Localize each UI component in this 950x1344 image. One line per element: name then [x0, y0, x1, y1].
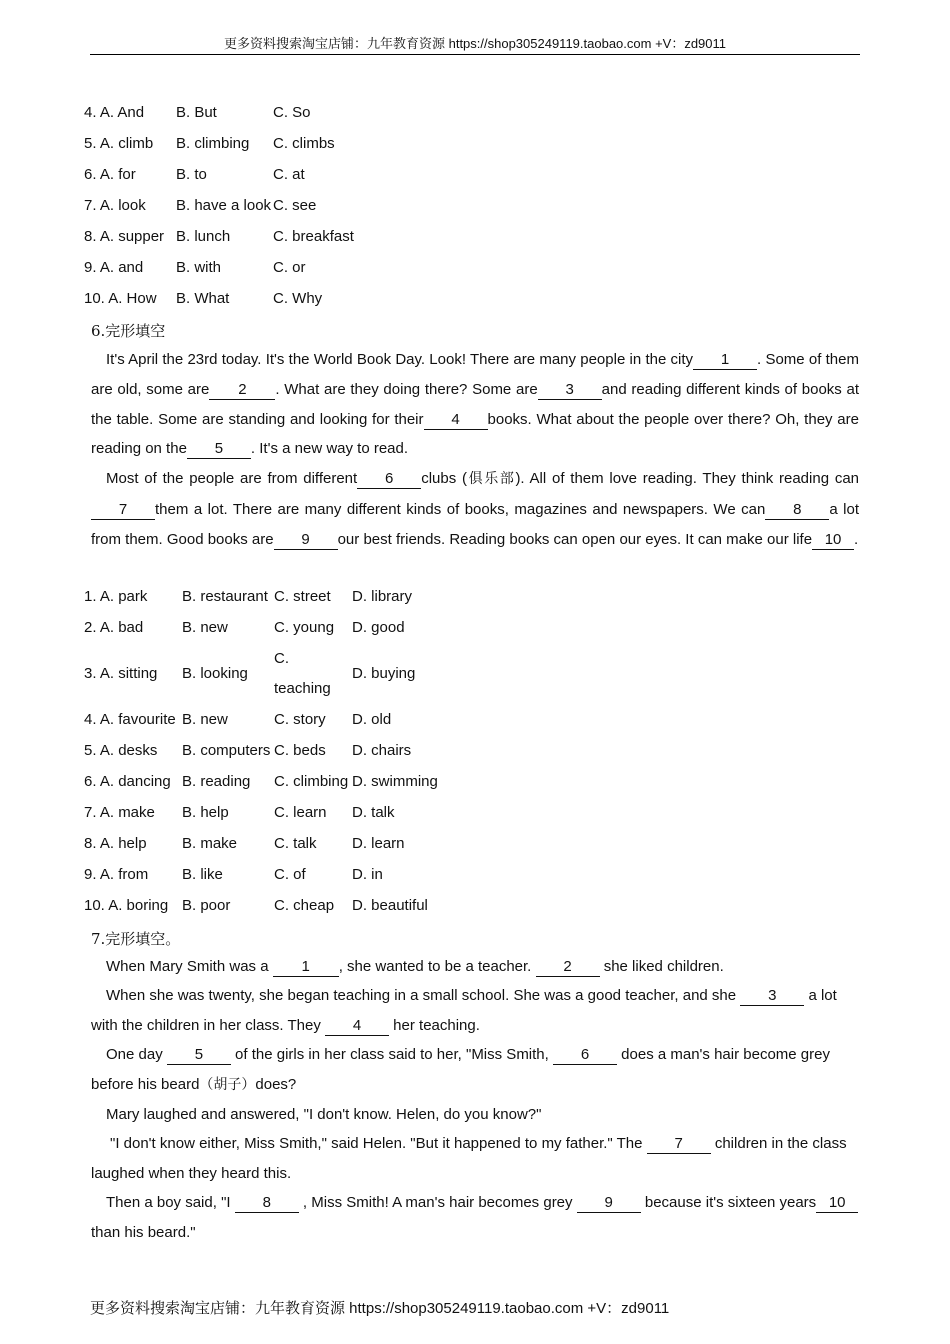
passage-chinese: 俱乐部: [466, 471, 516, 487]
option-a: 5. A. desks: [84, 742, 158, 759]
passage-line: [91, 1188, 859, 1247]
blank-6: 6: [553, 1046, 617, 1065]
passage-text: Most of the people are from different: [106, 470, 358, 487]
q7-passage: [91, 952, 859, 1247]
q6-title: 6.完形填空: [91, 322, 166, 340]
blank-10: 10: [816, 1194, 858, 1213]
q7-title: 7.完形填空。: [91, 930, 181, 948]
passage-text: It's April the 23rd today. It's the World Book Day. Look! There are many people in the city: [106, 351, 694, 368]
option-c: C. of: [274, 866, 306, 883]
option-d: D. talk: [352, 804, 395, 821]
blank-8: 8: [235, 1194, 299, 1213]
passage-text: . It's a new way to read.: [250, 440, 409, 458]
option-b: B. lunch: [176, 228, 231, 245]
option-c: C. street: [274, 588, 331, 605]
option-a: 10. A. How: [84, 290, 157, 307]
option-b: B. looking: [182, 665, 248, 682]
passage-text: her teaching.: [389, 1016, 480, 1034]
option-b: B. restaurant: [182, 588, 268, 605]
option-d: D. old: [352, 711, 392, 728]
blank-9: 9: [274, 531, 338, 550]
passage-text: Then a boy said, "I: [106, 1194, 235, 1212]
q6-passage-p1: [91, 345, 859, 464]
option-b: B. new: [182, 619, 228, 636]
passage-text: , Miss Smith! A man's hair becomes grey: [298, 1194, 577, 1212]
blank-2: 2: [209, 381, 275, 400]
passage-text: One day: [106, 1046, 167, 1064]
blank-1: 1: [273, 958, 339, 977]
option-d: D. learn: [352, 835, 405, 852]
passage-text: them a lot. There are many different kinds of books, magazines and newspapers. We can: [155, 500, 766, 518]
option-c: C. learn: [274, 804, 327, 821]
option-c: C. Why: [273, 290, 323, 307]
option-c: C. story: [274, 711, 326, 728]
option-a: 9. A. and: [84, 259, 144, 276]
option-b: B. have a look: [176, 197, 272, 214]
option-a: 9. A. from: [84, 866, 149, 883]
option-b: B. computers: [182, 742, 271, 759]
option-c: C. cheap: [274, 897, 335, 914]
option-c: C. see: [273, 197, 317, 214]
passage-text: a lot with the children in her class. They: [91, 987, 837, 1034]
option-c: C.: [274, 650, 289, 667]
option-a: 8. A. help: [84, 835, 147, 852]
passage-text: . Some of them are old, some are: [91, 351, 859, 398]
option-c: C. at: [273, 166, 305, 183]
option-c: C. or: [273, 259, 306, 276]
page-header: 更多资料搜索淘宝店铺：九年教育资源 https://shop305249119.taobao.com +V：zd9011: [90, 33, 860, 55]
option-d: D. buying: [352, 665, 416, 682]
passage-text: children in the class laughed when they heard this.: [91, 1135, 847, 1182]
passage-text: our best friends. Reading books can open our eyes. It can make our life: [337, 530, 813, 548]
passage-text: When Mary Smith was a: [106, 958, 273, 975]
passage-chinese: （胡子）: [199, 1076, 256, 1093]
option-b: B. new: [182, 711, 228, 728]
option-d: D. beautiful: [352, 897, 428, 914]
passage-text: a lot from them. Good books are: [91, 500, 859, 548]
blank-7: 7: [647, 1135, 711, 1154]
option-d: D. in: [352, 866, 383, 883]
blank-4: 4: [325, 1017, 389, 1036]
option-a: 7. A. make: [84, 804, 155, 821]
passage-text: because it's sixteen years: [640, 1194, 817, 1212]
blank-1: 1: [693, 351, 757, 370]
passage-text: . What are they doing there? Some are: [275, 380, 538, 398]
passage-text: does a man's hair become grey before his beard: [91, 1046, 830, 1093]
passage-text: than his beard.": [91, 1223, 196, 1241]
passage-line: [91, 952, 859, 981]
passage-line: [91, 1129, 859, 1188]
blank-5: 5: [167, 1046, 231, 1065]
option-d: D. chairs: [352, 742, 412, 759]
option-a: 1. A. park: [84, 588, 148, 605]
blank-3: 3: [740, 987, 804, 1006]
option-b: B. reading: [182, 773, 251, 790]
blank-9: 9: [577, 1194, 641, 1213]
blank-5: 5: [187, 440, 251, 459]
blank-10: 10: [812, 531, 854, 550]
option-b: B. climbing: [176, 135, 250, 152]
option-b: B. like: [182, 866, 223, 883]
option-c: C. breakfast: [273, 228, 354, 245]
option-d: D. library: [352, 588, 413, 605]
passage-line: [91, 1100, 859, 1129]
passage-text: she liked children.: [599, 958, 724, 975]
option-c: teaching: [274, 680, 331, 697]
option-b: B. help: [182, 804, 229, 821]
option-c: C. young: [274, 619, 335, 636]
option-b: B. make: [182, 835, 238, 852]
option-d: D. swimming: [352, 773, 438, 790]
option-c: C. beds: [274, 742, 326, 759]
page-footer: 更多资料搜索淘宝店铺：九年教育资源 https://shop305249119.taobao.com +V：zd9011: [90, 1300, 670, 1317]
option-c: C. climbs: [273, 135, 335, 152]
passage-text: does?: [255, 1075, 297, 1093]
passage-line: [91, 981, 859, 1040]
passage-text: and reading different kinds of books at the table. Some are standing and looking for their: [91, 380, 860, 428]
option-c: C. So: [273, 104, 311, 121]
option-a: 6. A. dancing: [84, 773, 171, 790]
blank-8: 8: [765, 501, 829, 520]
blank-3: 3: [538, 381, 602, 400]
option-b: B. to: [176, 166, 207, 183]
passage-text: Mary laughed and answered, "I don't know. Helen, do you know?": [106, 1106, 542, 1124]
option-b: B. with: [176, 259, 222, 276]
passage-line: [91, 1040, 859, 1100]
option-a: 2. A. bad: [84, 619, 144, 636]
option-a: 10. A. boring: [84, 897, 169, 914]
option-b: B. But: [176, 104, 217, 121]
passage-text: "I don't know either, Miss Smith," said Helen. "But it happened to my father." The: [110, 1135, 647, 1153]
q6-passage-p2: [91, 464, 859, 554]
option-b: B. poor: [182, 897, 231, 914]
option-d: D. good: [352, 619, 405, 636]
option-b: B. What: [176, 290, 230, 307]
option-a: 7. A. look: [84, 197, 146, 214]
passage-text: ). All of them love reading. They think reading can: [515, 470, 860, 487]
passage-text: clubs (: [421, 470, 467, 487]
option-c: C. talk: [274, 835, 317, 852]
blank-2: 2: [536, 958, 600, 977]
option-c: C. climbing: [274, 773, 349, 790]
blank-6: 6: [357, 470, 421, 489]
passage-text: , she wanted to be a teacher.: [338, 958, 536, 975]
option-a: 3. A. sitting: [84, 665, 158, 682]
option-a: 4. A. favourite: [84, 711, 176, 728]
passage-text: When she was twenty, she began teaching in a small school. She was a good teacher, and she: [106, 987, 741, 1005]
passage-text: books. What about the people over there? Oh, they are reading on the: [91, 410, 859, 458]
option-a: 6. A. for: [84, 166, 136, 183]
option-a: 5. A. climb: [84, 135, 154, 152]
blank-4: 4: [424, 411, 488, 430]
blank-7: 7: [91, 501, 155, 520]
passage-text: .: [854, 530, 859, 548]
passage-text: of the girls in her class said to her, "Miss Smith,: [230, 1046, 553, 1064]
option-a: 4. A. And: [84, 104, 145, 121]
option-a: 8. A. supper: [84, 228, 165, 245]
